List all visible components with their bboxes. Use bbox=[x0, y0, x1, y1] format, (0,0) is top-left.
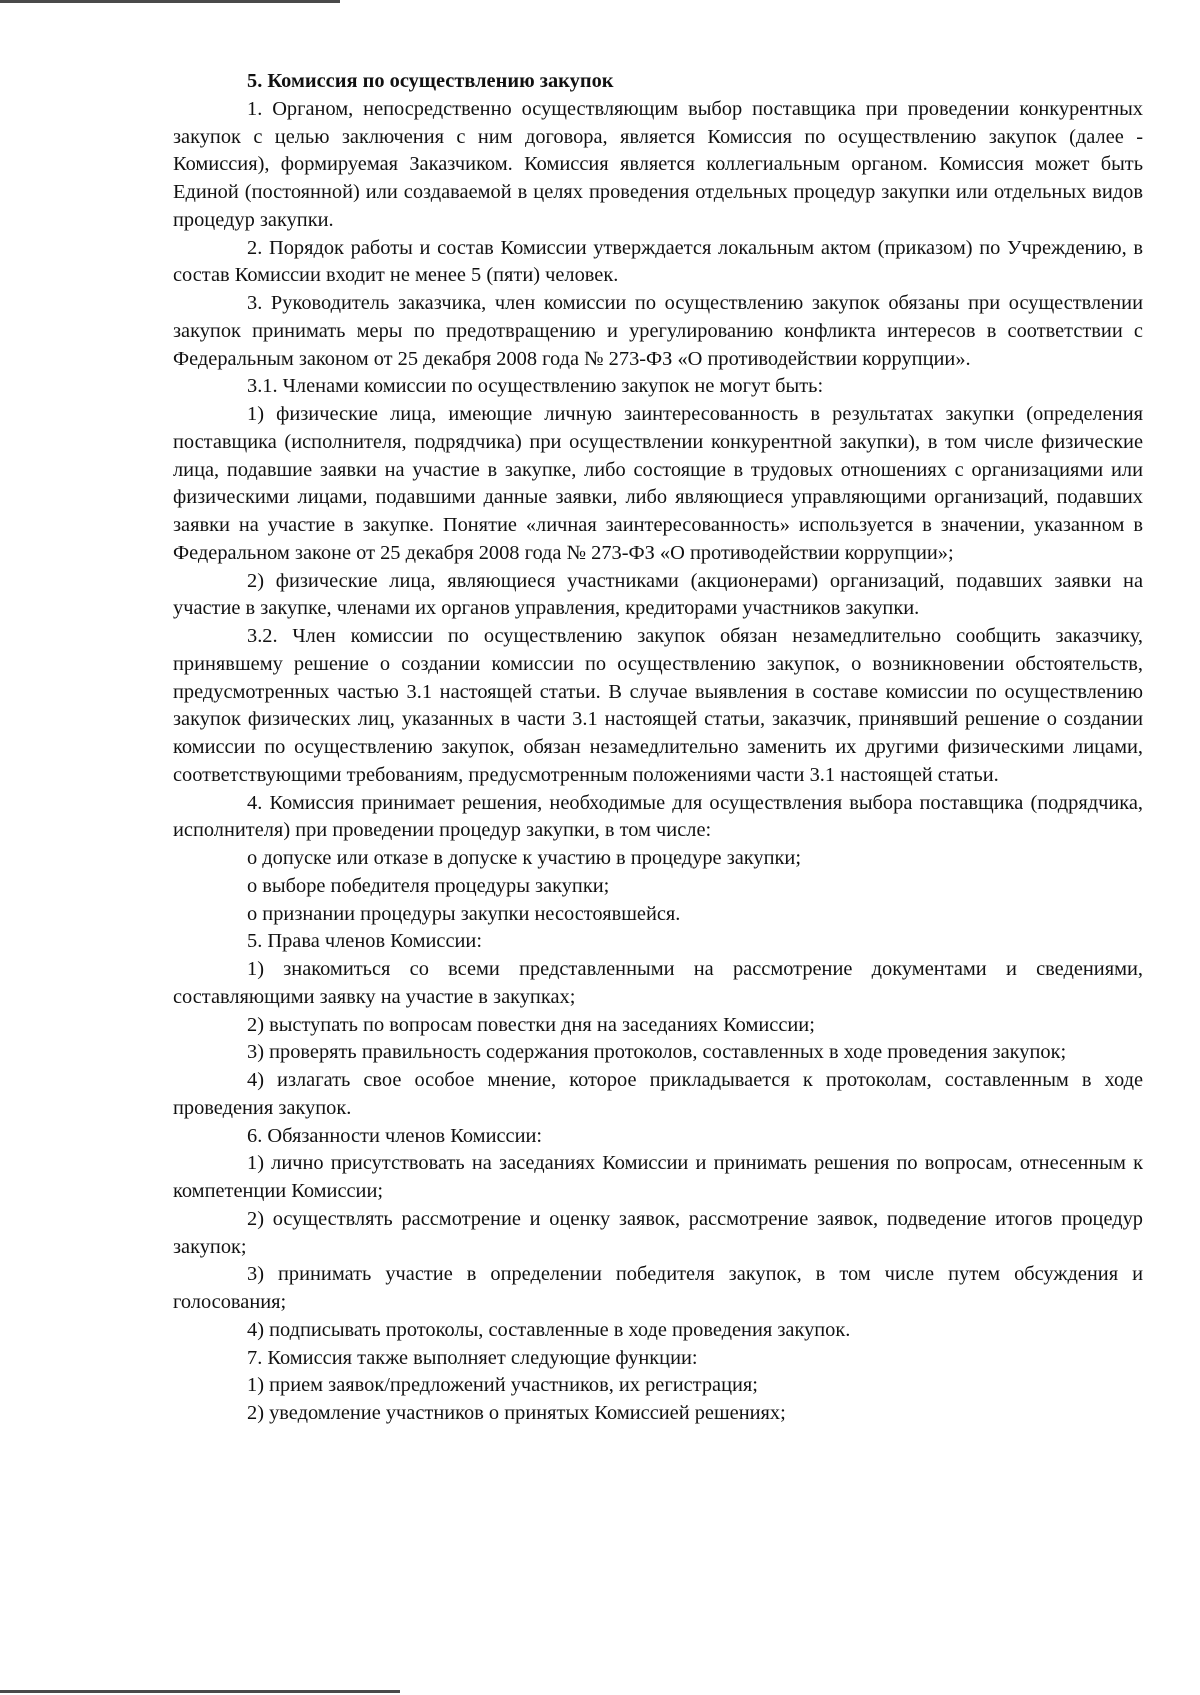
paragraph-4-item-3: о признании процедуры закупки несостоявшейся. bbox=[247, 902, 681, 925]
paragraph-3-1-item-2: 2) физические лица, являющиеся участниками (акционерами) организаций, подавших заявки на участие в закупке, членами их органов управления, кредиторами участников закупки. bbox=[173, 569, 1143, 620]
paragraph-6-item-3: 3) принимать участие в определении победителя закупок, в том числе путем обсуждения и голосования; bbox=[173, 1263, 1143, 1313]
paragraph-1: 1. Органом, непосредственно осуществляющим выбор поставщика при проведении конкурентных закупок с целью заключения с ним договора, является Комиссия по осуществлению закупок (далее - Комиссия), формируемая Заказчиком. Комиссия является коллегиальным органом. Комиссия может быть Единой (постоянной) или создаваемой в целях проведения отдельных процедур закупки или отдельных видов процедур закупки. bbox=[173, 97, 1143, 231]
paragraph-6-item-2: 2) осуществлять рассмотрение и оценку заявок, рассмотрение заявок, подведение итогов процедур закупок; bbox=[173, 1207, 1143, 1258]
paragraph-3-2: 3.2. Член комиссии по осуществлению закупок обязан незамедлительно сообщить заказчику, принявшему решение о создании комиссии по осуществлению закупок, о возникновении обстоятельств, предусмотренных частью 3.1 настоящей статьи. В случае выявления в составе комиссии по осуществлению закупок физических лиц, указанных в части 3.1 настоящей статьи, заказчик, принявший решение о создании комиссии по осуществлению закупок, обязан незамедлительно заменить их другими физическими лицами, соответствующими требованиям, предусмотренным положениями части 3.1 настоящей статьи. bbox=[173, 625, 1143, 786]
paragraph-3: 3. Руководитель заказчика, член комиссии по осуществлению закупок обязаны при осуществлении закупок принимать меры по предотвращению и урегулированию конфликта интересов в соответствии с Федеральным законом от 25 декабря 2008 года № 273-ФЗ «О противодействии коррупции». bbox=[173, 292, 1143, 370]
paragraph-4-item-2: о выборе победителя процедуры закупки; bbox=[247, 874, 610, 897]
section-heading: 5. Комиссия по осуществлению закупок bbox=[247, 70, 614, 92]
paragraph-5: 5. Права членов Комиссии: bbox=[247, 930, 482, 953]
paragraph-5-item-4: 4) излагать свое особое мнение, которое прикладывается к протоколам, составленным в ходе проведения закупок. bbox=[173, 1069, 1143, 1119]
paragraph-6-item-4: 4) подписывать протоколы, составленные в ходе проведения закупок. bbox=[247, 1318, 851, 1341]
paragraph-5-item-2: 2) выступать по вопросам повестки дня на заседаниях Комиссии; bbox=[247, 1013, 815, 1036]
document-page bbox=[173, 68, 1143, 1428]
paragraph-3-1-item-1: 1) физические лица, имеющие личную заинтересованность в результатах закупки (определения поставщика (исполнителя, подрядчика) при осуществлении конкурентной закупки), в том числе физические лица, подавшие заявки на участие в закупке, либо состоящие в трудовых отношениях с организациями или физическими лицами, подавшими данные заявки, либо являющиеся управляющими организаций, подавших заявки на участие в закупке. Понятие «личная заинтересованность» используется в значении, указанном в Федеральном законе от 25 декабря 2008 года № 273-ФЗ «О противодействии коррупции»; bbox=[173, 403, 1143, 564]
paragraph-4: 4. Комиссия принимает решения, необходимые для осуществления выбора поставщика (подрядчика, исполнителя) при проведении процедур закупки, в том числе: bbox=[173, 791, 1143, 842]
paragraph-7-item-1: 1) прием заявок/предложений участников, их регистрация; bbox=[247, 1374, 758, 1397]
paragraph-2: 2. Порядок работы и состав Комиссии утверждается локальным актом (приказом) по Учреждению, в состав Комиссии входит не менее 5 (пяти) человек. bbox=[173, 236, 1143, 287]
scan-edge-top bbox=[0, 0, 340, 3]
scan-edge-bottom bbox=[0, 1690, 400, 1693]
paragraph-7: 7. Комиссия также выполняет следующие функции: bbox=[247, 1346, 698, 1369]
paragraph-7-item-2: 2) уведомление участников о принятых Комиссией решениях; bbox=[247, 1402, 786, 1424]
paragraph-5-item-1: 1) знакомиться со всеми представленными на рассмотрение документами и сведениями, составляющими заявку на участие в закупках; bbox=[173, 958, 1143, 1008]
paragraph-6-item-1: 1) лично присутствовать на заседаниях Комиссии и принимать решения по вопросам, отнесенным к компетенции Комиссии; bbox=[173, 1152, 1143, 1202]
paragraph-6: 6. Обязанности членов Комиссии: bbox=[247, 1124, 543, 1147]
paragraph-5-item-3: 3) проверять правильность содержания протоколов, составленных в ходе проведения закупок; bbox=[247, 1041, 1067, 1064]
paragraph-3-1: 3.1. Членами комиссии по осуществлению закупок не могут быть: bbox=[247, 375, 824, 398]
paragraph-4-item-1: о допуске или отказе в допуске к участию в процедуре закупки; bbox=[247, 847, 802, 869]
